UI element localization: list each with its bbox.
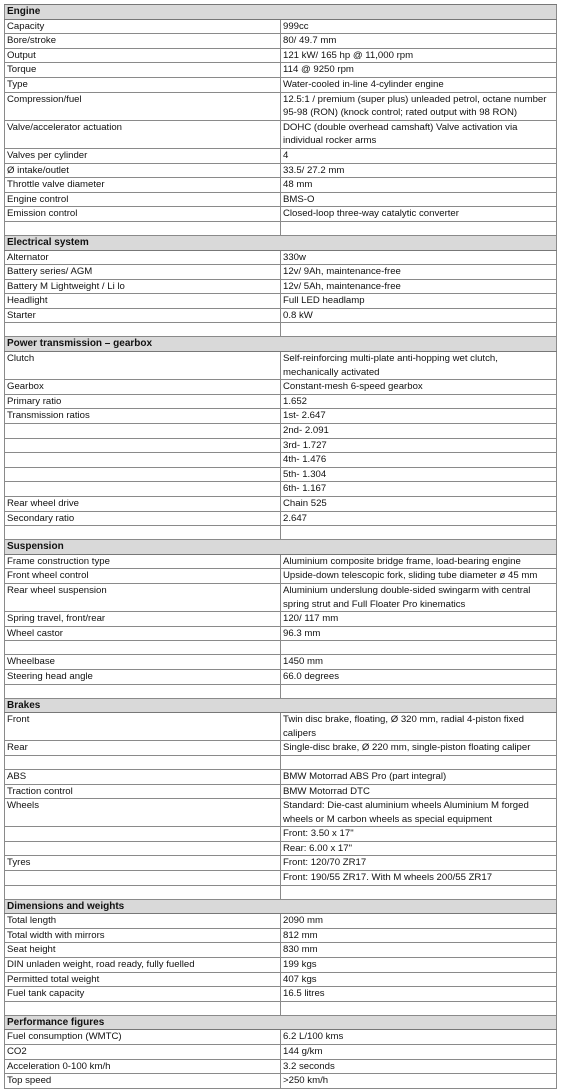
spec-value: 407 kgs [281,972,557,987]
spec-label: Front [5,713,281,741]
spec-label: Bore/stroke [5,34,281,49]
spec-row [5,1045,557,1060]
spec-value [281,641,557,655]
spec-value: >250 km/h [281,1074,557,1089]
spec-row [5,841,557,856]
spec-value: Front: 3.50 x 17" [281,827,557,842]
spec-value: Front: 120/70 ZR17 [281,856,557,871]
spec-row [5,1001,557,1015]
spec-value: BMS-O [281,192,557,207]
spec-value: 4th- 1.476 [281,453,557,468]
spec-value: 1.652 [281,394,557,409]
spec-label [5,684,281,698]
spec-label: Traction control [5,784,281,799]
spec-row [5,192,557,207]
spec-label: Alternator [5,250,281,265]
spec-value: Self-reinforcing multi-plate anti-hopping wet clutch, mechanically activated [281,352,557,380]
spec-value [281,221,557,235]
spec-label: Output [5,48,281,63]
spec-row [5,1030,557,1045]
spec-label: Acceleration 0-100 km/h [5,1059,281,1074]
spec-value: 0.8 kW [281,308,557,323]
spec-label: Secondary ratio [5,511,281,526]
spec-value: 16.5 litres [281,987,557,1002]
spec-row [5,48,557,63]
section-header [5,5,557,20]
spec-row [5,1074,557,1089]
spec-label: Type [5,77,281,92]
spec-label: Fuel consumption (WMTC) [5,1030,281,1045]
spec-value [281,526,557,540]
spec-row [5,294,557,309]
spec-label [5,526,281,540]
spec-row [5,497,557,512]
spec-value [281,1001,557,1015]
spec-label: Emission control [5,207,281,222]
spec-label: Transmission ratios [5,409,281,424]
spec-label: Headlight [5,294,281,309]
spec-label [5,467,281,482]
spec-row [5,511,557,526]
spec-value: 5th- 1.304 [281,467,557,482]
spec-label [5,482,281,497]
spec-row [5,34,557,49]
spec-label: Valves per cylinder [5,148,281,163]
spec-row [5,453,557,468]
section-header [5,235,557,250]
spec-value: 3.2 seconds [281,1059,557,1074]
spec-label: Engine control [5,192,281,207]
spec-label: Gearbox [5,380,281,395]
spec-label: Torque [5,63,281,78]
spec-value: Standard: Die-cast aluminium wheels Aluminium M forged wheels or M carbon wheels as special equipment [281,799,557,827]
spec-value: Front: 190/55 ZR17. With M wheels 200/55 ZR17 [281,871,557,886]
spec-row [5,467,557,482]
spec-row [5,163,557,178]
spec-row [5,914,557,929]
section-title: Dimensions and weights [5,899,557,914]
spec-value [281,323,557,337]
spec-row [5,526,557,540]
spec-label: Starter [5,308,281,323]
spec-row [5,741,557,756]
spec-value: 2090 mm [281,914,557,929]
spec-row [5,120,557,148]
spec-table [4,4,557,1089]
spec-label: Battery M Lightweight / Li lo [5,279,281,294]
section-header [5,1015,557,1030]
spec-label: Wheels [5,799,281,827]
spec-value: 1450 mm [281,655,557,670]
spec-row [5,352,557,380]
spec-value: 6.2 L/100 kms [281,1030,557,1045]
spec-row [5,554,557,569]
spec-label [5,323,281,337]
spec-label: Tyres [5,856,281,871]
spec-row [5,323,557,337]
spec-label: Spring travel, front/rear [5,612,281,627]
spec-label: Ø intake/outlet [5,163,281,178]
spec-label [5,841,281,856]
spec-value: 3rd- 1.727 [281,438,557,453]
spec-label: Top speed [5,1074,281,1089]
section-header [5,698,557,713]
spec-row [5,394,557,409]
spec-value: 2.647 [281,511,557,526]
spec-value: 12.5:1 / premium (super plus) unleaded petrol, octane number 95-98 (RON) (knock control; rated output with 98 RON) [281,92,557,120]
spec-row [5,713,557,741]
spec-row [5,178,557,193]
spec-row [5,928,557,943]
spec-value: 48 mm [281,178,557,193]
spec-value: BMW Motorrad DTC [281,784,557,799]
spec-row [5,972,557,987]
spec-label: DIN unladen weight, road ready, fully fuelled [5,958,281,973]
spec-value: Aluminium composite bridge frame, load-bearing engine [281,554,557,569]
spec-value: Full LED headlamp [281,294,557,309]
spec-row [5,63,557,78]
section-title: Suspension [5,540,557,555]
spec-row [5,958,557,973]
spec-value: Constant-mesh 6-speed gearbox [281,380,557,395]
spec-label [5,827,281,842]
spec-row [5,482,557,497]
spec-label: Valve/accelerator actuation [5,120,281,148]
section-header [5,337,557,352]
spec-row [5,669,557,684]
spec-row [5,569,557,584]
section-title: Electrical system [5,235,557,250]
spec-row [5,308,557,323]
spec-value: 66.0 degrees [281,669,557,684]
section-header [5,899,557,914]
spec-label: CO2 [5,1045,281,1060]
section-title: Brakes [5,698,557,713]
spec-label [5,438,281,453]
spec-label: Compression/fuel [5,92,281,120]
spec-row [5,612,557,627]
spec-label: Rear wheel drive [5,497,281,512]
section-header [5,540,557,555]
spec-label [5,871,281,886]
spec-value: DOHC (double overhead camshaft) Valve activation via individual rocker arms [281,120,557,148]
spec-row [5,1059,557,1074]
spec-row [5,655,557,670]
spec-label: ABS [5,769,281,784]
spec-row [5,583,557,611]
spec-row [5,148,557,163]
spec-value: 80/ 49.7 mm [281,34,557,49]
spec-label [5,885,281,899]
spec-row [5,784,557,799]
spec-row [5,221,557,235]
section-title: Engine [5,5,557,20]
spec-row [5,626,557,641]
spec-row [5,987,557,1002]
spec-row [5,250,557,265]
spec-row [5,871,557,886]
spec-value: 120/ 117 mm [281,612,557,627]
spec-value: Single-disc brake, Ø 220 mm, single-piston floating caliper [281,741,557,756]
spec-row [5,684,557,698]
spec-value: Upside-down telescopic fork, sliding tube diameter ø 45 mm [281,569,557,584]
spec-label [5,221,281,235]
spec-label: Frame construction type [5,554,281,569]
spec-value: 812 mm [281,928,557,943]
spec-value: 830 mm [281,943,557,958]
spec-label: Total length [5,914,281,929]
section-title: Power transmission – gearbox [5,337,557,352]
spec-value: 144 g/km [281,1045,557,1060]
spec-row [5,755,557,769]
spec-row [5,77,557,92]
spec-value: 114 @ 9250 rpm [281,63,557,78]
spec-label: Permitted total weight [5,972,281,987]
spec-row [5,265,557,280]
spec-label: Rear wheel suspension [5,583,281,611]
spec-label: Steering head angle [5,669,281,684]
spec-label: Total width with mirrors [5,928,281,943]
spec-label [5,755,281,769]
spec-row [5,207,557,222]
spec-value: 12v/ 5Ah, maintenance-free [281,279,557,294]
spec-row [5,19,557,34]
spec-value: 121 kW/ 165 hp @ 11,000 rpm [281,48,557,63]
spec-value: Water-cooled in-line 4-cylinder engine [281,77,557,92]
spec-row [5,827,557,842]
spec-label: Rear [5,741,281,756]
spec-label: Wheelbase [5,655,281,670]
spec-label [5,641,281,655]
spec-value: 1st- 2.647 [281,409,557,424]
spec-label [5,453,281,468]
spec-row [5,424,557,439]
spec-row [5,438,557,453]
spec-value [281,885,557,899]
spec-label: Fuel tank capacity [5,987,281,1002]
spec-label [5,1001,281,1015]
spec-row [5,641,557,655]
spec-value: 4 [281,148,557,163]
spec-value: Twin disc brake, floating, Ø 320 mm, radial 4-piston fixed calipers [281,713,557,741]
spec-label: Primary ratio [5,394,281,409]
spec-row [5,279,557,294]
spec-label: Battery series/ AGM [5,265,281,280]
spec-label: Wheel castor [5,626,281,641]
spec-label [5,424,281,439]
spec-value: Aluminium underslung double-sided swingarm with central spring strut and Full Floater Pro kinematics [281,583,557,611]
spec-row [5,943,557,958]
spec-value: Closed-loop three-way catalytic converter [281,207,557,222]
spec-value: 199 kgs [281,958,557,973]
spec-value: Chain 525 [281,497,557,512]
spec-row [5,769,557,784]
spec-value: 330w [281,250,557,265]
spec-value: 2nd- 2.091 [281,424,557,439]
spec-row [5,380,557,395]
spec-row [5,92,557,120]
spec-value [281,755,557,769]
spec-value: 33.5/ 27.2 mm [281,163,557,178]
spec-label: Front wheel control [5,569,281,584]
spec-value: Rear: 6.00 x 17" [281,841,557,856]
spec-row [5,799,557,827]
spec-value: BMW Motorrad ABS Pro (part integral) [281,769,557,784]
spec-label: Seat height [5,943,281,958]
spec-value: 12v/ 9Ah, maintenance-free [281,265,557,280]
spec-value [281,684,557,698]
spec-row [5,885,557,899]
spec-label: Throttle valve diameter [5,178,281,193]
spec-row [5,409,557,424]
spec-value: 999cc [281,19,557,34]
spec-value: 96.3 mm [281,626,557,641]
spec-value: 6th- 1.167 [281,482,557,497]
spec-table-body [5,5,557,1089]
spec-label: Clutch [5,352,281,380]
spec-row [5,856,557,871]
spec-label: Capacity [5,19,281,34]
section-title: Performance figures [5,1015,557,1030]
